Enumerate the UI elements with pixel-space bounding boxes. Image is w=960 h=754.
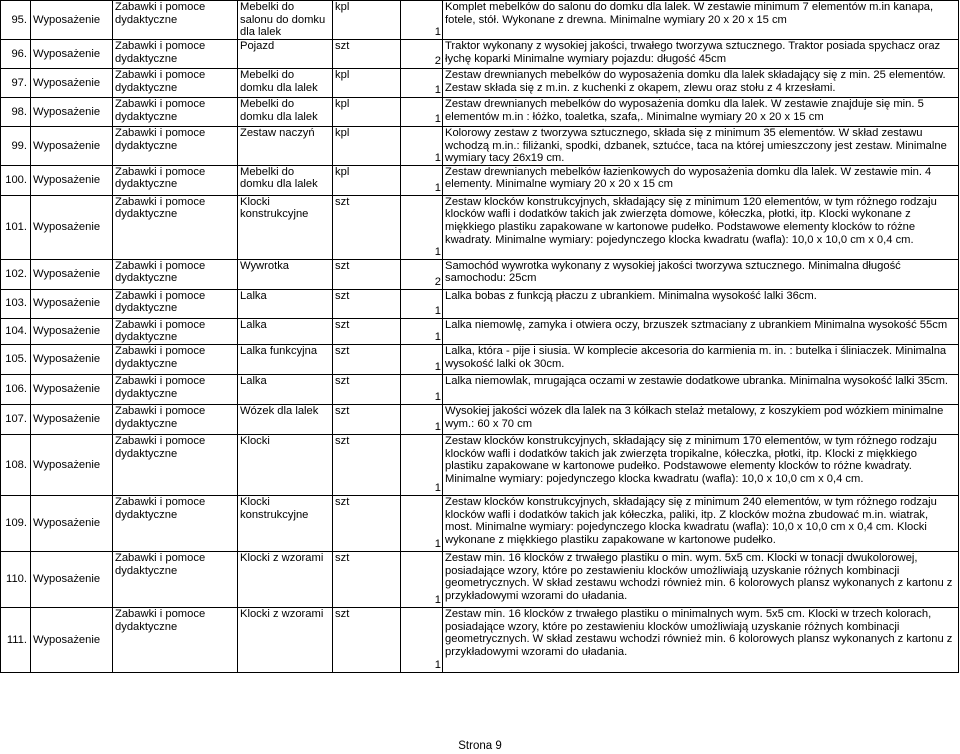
row-name: Wyposażenie: [31, 127, 113, 166]
row-description: Lalka niemowlak, mrugająca oczami w zestawie dodatkowe ubranka. Minimalna wysokość lalki 35cm.: [443, 374, 959, 404]
table-row: [1, 1, 959, 40]
row-description: Zestaw klocków konstrukcyjnych, składający się z minimum 240 elementów, w tym różnego rodzaju klocków wafli i dodatków takich jak kółeczka, paliki, itp. Z klocków można zbudować m.in. wiatrak, most. Minimalne wymiary: pojedynczego klocka kwadratu (wafla): 10,0 x 10,0 cm x 0,4 cm. Klocki wykonane z miękkiego plastiku zapakowane w kartonowe pudełko.: [443, 495, 959, 551]
row-unit: szt: [333, 318, 401, 344]
row-category: Zabawki i pomoce dydaktyczne: [113, 98, 238, 127]
row-description: Traktor wykonany z wysokiej jakości, trwałego tworzywa sztucznego. Traktor posiada spychacz oraz łychę koparki Minimalne wymiary pojazdu: długość 45cm: [443, 40, 959, 69]
row-unit: szt: [333, 607, 401, 672]
row-name: Wyposażenie: [31, 404, 113, 434]
table-row: [1, 495, 959, 551]
row-item: Wózek dla lalek: [238, 404, 333, 434]
row-name: Wyposażenie: [31, 318, 113, 344]
row-description: Lalka niemowlę, zamyka i otwiera oczy, brzuszek sztmaciany z ubrankiem Minimalna wysokość 55cm: [443, 318, 959, 344]
row-unit: kpl: [333, 127, 401, 166]
row-item: Klocki konstrukcyjne: [238, 195, 333, 259]
row-number: 96.: [1, 40, 31, 69]
row-unit: kpl: [333, 165, 401, 195]
row-name: Wyposażenie: [31, 165, 113, 195]
row-number: 108.: [1, 434, 31, 495]
row-description: Zestaw min. 16 klocków z trwałego plastiku o min. wym. 5x5 cm. Klocki w tonacji dwukolorowej, posiadające wzory, które po zestawieniu klocków umożliwiają uzyskanie różnych kombinacji geometrycznych. W skład zestawu wchodzi również min. 6 kolorowych plansz wykonanych z kartonu z przykładowymi wzorami do uładania.: [443, 551, 959, 607]
row-item: Wywrotka: [238, 259, 333, 289]
table-row: [1, 165, 959, 195]
row-item: Klocki: [238, 434, 333, 495]
row-name: Wyposażenie: [31, 551, 113, 607]
row-description: Zestaw drewnianych mebelków do wyposażenia domku dla lalek. W zestawie znajduje się min. 5 elementów m.in : łóżko, toaletka, szafa,. Minimalne wymiary 20 x 20 x 15 cm: [443, 98, 959, 127]
row-unit: szt: [333, 495, 401, 551]
row-description: Zestaw klocków konstrukcyjnych, składający się z minimum 120 elementów, w tym różnego rodzaju klocków wafli i dodatków takich jak zwierzęta domowe, kółeczka, płotki, itp. Klocki wykonane z miękkiego plastiku zapakowane w kartonowe pudełko. Podstawowe elementy klocków to różne kwadraty. Minimalne wymiary: pojedynczego klocka kwadratu (wafla): 10,0 x 10,0 cm x 0,4 cm.: [443, 195, 959, 259]
table-row: [1, 318, 959, 344]
row-category: Zabawki i pomoce dydaktyczne: [113, 551, 238, 607]
row-quantity: 1: [401, 404, 443, 434]
row-category: Zabawki i pomoce dydaktyczne: [113, 127, 238, 166]
row-name: Wyposażenie: [31, 607, 113, 672]
table-row: [1, 374, 959, 404]
row-name: Wyposażenie: [31, 259, 113, 289]
row-item: Klocki z wzorami: [238, 551, 333, 607]
row-category: Zabawki i pomoce dydaktyczne: [113, 69, 238, 98]
row-name: Wyposażenie: [31, 495, 113, 551]
table-row: [1, 127, 959, 166]
row-quantity: 1: [401, 69, 443, 98]
table-row: [1, 551, 959, 607]
row-unit: kpl: [333, 69, 401, 98]
row-description: Lalka bobas z funkcją płaczu z ubrankiem. Minimalna wysokość lalki 36cm.: [443, 289, 959, 318]
row-quantity: 2: [401, 259, 443, 289]
row-item: Mebelki do salonu do domku dla lalek: [238, 1, 333, 40]
row-unit: szt: [333, 259, 401, 289]
row-category: Zabawki i pomoce dydaktyczne: [113, 318, 238, 344]
row-description: Samochód wywrotka wykonany z wysokiej jakości tworzywa sztucznego. Minimalna długość samochodu: 25cm: [443, 259, 959, 289]
row-category: Zabawki i pomoce dydaktyczne: [113, 165, 238, 195]
table-row: [1, 289, 959, 318]
row-number: 107.: [1, 404, 31, 434]
table-row: [1, 607, 959, 672]
row-category: Zabawki i pomoce dydaktyczne: [113, 259, 238, 289]
row-description: Wysokiej jakości wózek dla lalek na 3 kółkach stelaż metalowy, z koszykiem pod wózkiem minimalne wym.: 60 x 70 cm: [443, 404, 959, 434]
row-number: 102.: [1, 259, 31, 289]
row-category: Zabawki i pomoce dydaktyczne: [113, 404, 238, 434]
row-category: Zabawki i pomoce dydaktyczne: [113, 344, 238, 374]
row-quantity: 2: [401, 40, 443, 69]
row-description: Kolorowy zestaw z tworzywa sztucznego, składa się z minimum 35 elementów. W skład zestawu wchodzą m.in.: filiżanki, spodki, dzbanek, sztućce, taca na której umieszczony jest zestaw. Minimalne wymiary tacy 26x19 cm.: [443, 127, 959, 166]
row-name: Wyposażenie: [31, 344, 113, 374]
row-description: Lalka, która - pije i siusia. W komplecie akcesoria do karmienia m. in. : butelka i śliniaczek. Minimalna wysokość lalki ok 30cm.: [443, 344, 959, 374]
row-quantity: 1: [401, 1, 443, 40]
row-name: Wyposażenie: [31, 289, 113, 318]
row-unit: szt: [333, 404, 401, 434]
row-quantity: 1: [401, 165, 443, 195]
row-quantity: 1: [401, 607, 443, 672]
row-description: Zestaw drewnianych mebelków do wyposażenia domku dla lalek składający się z min. 25 elementów. Zestaw składa się z m.in. z kuchenki z okapem, zlewu oraz stołu z 4 krzesłami.: [443, 69, 959, 98]
table-row: [1, 69, 959, 98]
row-item: Lalka: [238, 289, 333, 318]
row-unit: szt: [333, 434, 401, 495]
table-row: [1, 195, 959, 259]
row-number: 104.: [1, 318, 31, 344]
row-quantity: 1: [401, 289, 443, 318]
row-number: 111.: [1, 607, 31, 672]
row-quantity: 1: [401, 495, 443, 551]
row-quantity: 1: [401, 374, 443, 404]
row-unit: szt: [333, 551, 401, 607]
row-item: Mebelki do domku dla lalek: [238, 98, 333, 127]
row-description: Zestaw klocków konstrukcyjnych, składający się z minimum 170 elementów, w tym różnego rodzaju klocków wafli i dodatków takich jak zwierzęta tropikalne, kółeczka, płotki, itp. Klocki z miękkiego plastiku zapakowane w kartonowe pudełko. Podstawowe elementy klocków to różne kwadraty. Minimalne wymiary: pojedynczego klocka kwadratu (wafla): 10,0 x 10,0 cm x 0,4 cm.: [443, 434, 959, 495]
row-number: 95.: [1, 1, 31, 40]
table-row: [1, 98, 959, 127]
row-item: Lalka: [238, 318, 333, 344]
row-description: Zestaw drewnianych mebelków łazienkowych do wyposażenia domku dla lalek. W zestawie min. 4 elementy. Minimalne wymiary 20 x 20 x 15 cm: [443, 165, 959, 195]
row-number: 109.: [1, 495, 31, 551]
row-name: Wyposażenie: [31, 374, 113, 404]
row-number: 97.: [1, 69, 31, 98]
row-number: 106.: [1, 374, 31, 404]
row-name: Wyposażenie: [31, 1, 113, 40]
row-unit: kpl: [333, 1, 401, 40]
row-number: 99.: [1, 127, 31, 166]
page-footer: Strona 9: [458, 740, 502, 752]
row-item: Pojazd: [238, 40, 333, 69]
row-quantity: 1: [401, 98, 443, 127]
table-row: [1, 40, 959, 69]
row-name: Wyposażenie: [31, 195, 113, 259]
row-number: 105.: [1, 344, 31, 374]
row-category: Zabawki i pomoce dydaktyczne: [113, 374, 238, 404]
row-quantity: 1: [401, 551, 443, 607]
row-unit: kpl: [333, 98, 401, 127]
row-unit: szt: [333, 374, 401, 404]
table-body: [1, 1, 959, 673]
row-quantity: 1: [401, 318, 443, 344]
row-quantity: 1: [401, 195, 443, 259]
row-description: Komplet mebelków do salonu do domku dla lalek. W zestawie minimum 7 elementów m.in kanapa, fotele, stół. Wykonane z drewna. Minimalne wymiary 20 x 20 x 15 cm: [443, 1, 959, 40]
row-category: Zabawki i pomoce dydaktyczne: [113, 495, 238, 551]
row-category: Zabawki i pomoce dydaktyczne: [113, 434, 238, 495]
row-category: Zabawki i pomoce dydaktyczne: [113, 40, 238, 69]
row-name: Wyposażenie: [31, 40, 113, 69]
table-row: [1, 434, 959, 495]
row-quantity: 1: [401, 344, 443, 374]
row-number: 100.: [1, 165, 31, 195]
row-description: Zestaw min. 16 klocków z trwałego plastiku o minimalnych wym. 5x5 cm. Klocki w trzech kolorach, posiadające wzory, które po zestawieniu klocków umożliwiają uzyskanie różnych kombinacji geometrycznych. W skład zestawu wchodzi również min. 6 kolorowych plansz wykonanych z kartonu z przykładowymi wzorami do uładania.: [443, 607, 959, 672]
row-name: Wyposażenie: [31, 98, 113, 127]
row-quantity: 1: [401, 434, 443, 495]
row-unit: szt: [333, 344, 401, 374]
row-name: Wyposażenie: [31, 434, 113, 495]
table-row: [1, 259, 959, 289]
row-unit: szt: [333, 40, 401, 69]
row-number: 98.: [1, 98, 31, 127]
row-item: Lalka: [238, 374, 333, 404]
row-name: Wyposażenie: [31, 69, 113, 98]
row-quantity: 1: [401, 127, 443, 166]
row-unit: szt: [333, 195, 401, 259]
row-item: Mebelki do domku dla lalek: [238, 165, 333, 195]
row-category: Zabawki i pomoce dydaktyczne: [113, 1, 238, 40]
row-item: Klocki konstrukcyjne: [238, 495, 333, 551]
row-category: Zabawki i pomoce dydaktyczne: [113, 289, 238, 318]
row-item: Zestaw naczyń: [238, 127, 333, 166]
row-category: Zabawki i pomoce dydaktyczne: [113, 607, 238, 672]
table-row: [1, 404, 959, 434]
row-item: Mebelki do domku dla lalek: [238, 69, 333, 98]
row-unit: szt: [333, 289, 401, 318]
row-category: Zabawki i pomoce dydaktyczne: [113, 195, 238, 259]
row-item: Lalka funkcyjna: [238, 344, 333, 374]
row-number: 101.: [1, 195, 31, 259]
row-number: 103.: [1, 289, 31, 318]
table-row: [1, 344, 959, 374]
row-number: 110.: [1, 551, 31, 607]
row-item: Klocki z wzorami: [238, 607, 333, 672]
